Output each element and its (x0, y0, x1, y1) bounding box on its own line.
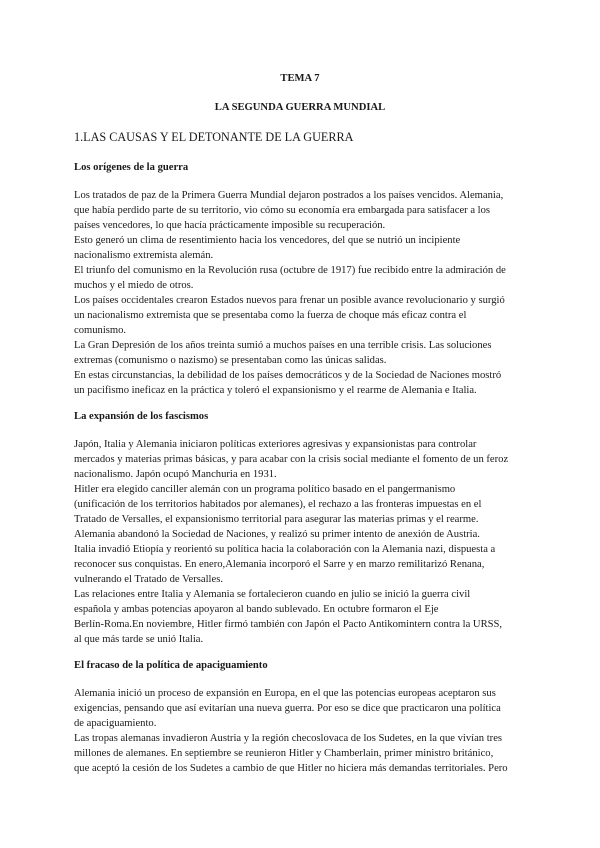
paragraph-line: Las tropas alemanas invadieron Austria y la región checoslovaca de los Sudetes, en la que vivían tres (74, 733, 503, 744)
paragraph-line: millones de alemanes. En septiembre se reunieron Hitler y Chamberlain, primer ministro británico, (74, 748, 494, 759)
paragraph-line: nacionalismo. Japón ocupó Manchuria en 1931. (74, 469, 277, 480)
paragraph-line: de apaciguamiento. (74, 718, 157, 729)
section-heading: 1.LAS CAUSAS Y EL DETONANTE DE LA GUERRA (74, 130, 354, 144)
paragraph-line: al que más tarde se unió Italia. (74, 634, 204, 645)
paragraph-line: Las relaciones entre Italia y Alemania se fortalecieron cuando en julio se inició la guerra civil (74, 589, 471, 600)
paragraph-line: Berlín-Roma.En noviembre, Hitler firmó también con Japón el Pacto Antikomintern contra la URSS, (74, 619, 503, 630)
paragraph-line: Alemania abandonó la Sociedad de Naciones, y realizó su primer intento de anexión de Austria. (74, 529, 480, 540)
paragraph-line: En estas circunstancias, la debilidad de los países democráticos y de la Sociedad de Naciones mostró (74, 370, 502, 381)
paragraph-line: La Gran Depresión de los años treinta sumió a muchos países en una terrible crisis. Las soluciones (74, 340, 492, 351)
paragraph-line: Los tratados de paz de la Primera Guerra Mundial dejaron postrados a los países vencidos. Alemania, (74, 190, 504, 201)
subsection-heading: Los orígenes de la guerra (74, 162, 189, 173)
paragraph-line: muchos y el miedo de otros. (74, 280, 194, 291)
paragraph-line: vulnerando el Tratado de Versalles. (74, 574, 223, 585)
subsection-heading: El fracaso de la política de apaciguamiento (74, 660, 268, 671)
paragraph-line: Hitler era elegido canciller alemán con un programa político basado en el pangermanismo (74, 484, 456, 495)
paragraph-line: Italia invadió Etiopía y reorientó su política hacia la colaboración con la Alemania nazi, dispuesta a (74, 544, 496, 555)
paragraph-line: que aceptó la cesión de los Sudetes a cambio de que Hitler no hiciera más demandas territoriales. Pero (74, 763, 508, 774)
paragraph-line: Esto generó un clima de resentimiento hacia los vencedores, del que se nutrió un incipiente (74, 235, 461, 246)
paragraph-line: (unificación de los territorios habitados por alemanes), el rechazo a las fronteras impuestas en el (74, 499, 482, 510)
paragraph-line: Japón, Italia y Alemania iniciaron políticas exteriores agresivas y expansionistas para controlar (74, 439, 477, 450)
paragraph-line: un pacifismo ineficaz en la práctica y toleró el expansionismo y el rearme de Alemania e Italia. (74, 385, 477, 396)
paragraph-line: El triunfo del comunismo en la Revolución rusa (octubre de 1917) fue recibido entre la admiración de (74, 265, 506, 276)
paragraph-line: exigencias, pensando que así evitarían una nueva guerra. Por eso se dice que practicaron una política (74, 703, 501, 714)
paragraph-line: Alemania inició un proceso de expansión en Europa, en el que las potencias europeas aceptaron sus (74, 688, 496, 699)
paragraph-line: reconocer sus conquistas. En enero,Alemania incorporó el Sarre y en marzo remilitarizó Renana, (74, 559, 485, 570)
paragraph-line: mercados y materias primas básicas, y para acabar con la crisis social mediante el fomento de un feroz (74, 454, 509, 465)
paragraph-line: un nacionalismo extremista que se presentaba como la fuerza de choque más eficaz contra el (74, 310, 467, 321)
paragraph-line: comunismo. (74, 325, 127, 336)
paragraph-line: española y ambas potencias apoyaron al bando sublevado. En octubre formaron el Eje (74, 604, 439, 615)
document-title: TEMA 7 (280, 73, 320, 84)
paragraph-line: países vencedores, lo que hacía prácticamente imposible su recuperación. (74, 220, 386, 231)
paragraph-line: extremas (comunismo o nazismo) se presentaban como las únicas salidas. (74, 355, 387, 366)
paragraph-line: Los países occidentales crearon Estados nuevos para frenar un posible avance revolucionario y surgió (74, 295, 505, 306)
paragraph-line: nacionalismo extremista alemán. (74, 250, 214, 261)
paragraph-line: Tratado de Versalles, el expansionismo territorial para asegurar las materias primas y el rearme. (74, 514, 479, 525)
paragraph-line: que había perdido parte de su territorio, vio cómo su economía era embargada para satisfacer a los (74, 205, 491, 216)
subsection-heading: La expansión de los fascismos (74, 411, 209, 422)
document-subtitle: LA SEGUNDA GUERRA MUNDIAL (214, 102, 386, 113)
